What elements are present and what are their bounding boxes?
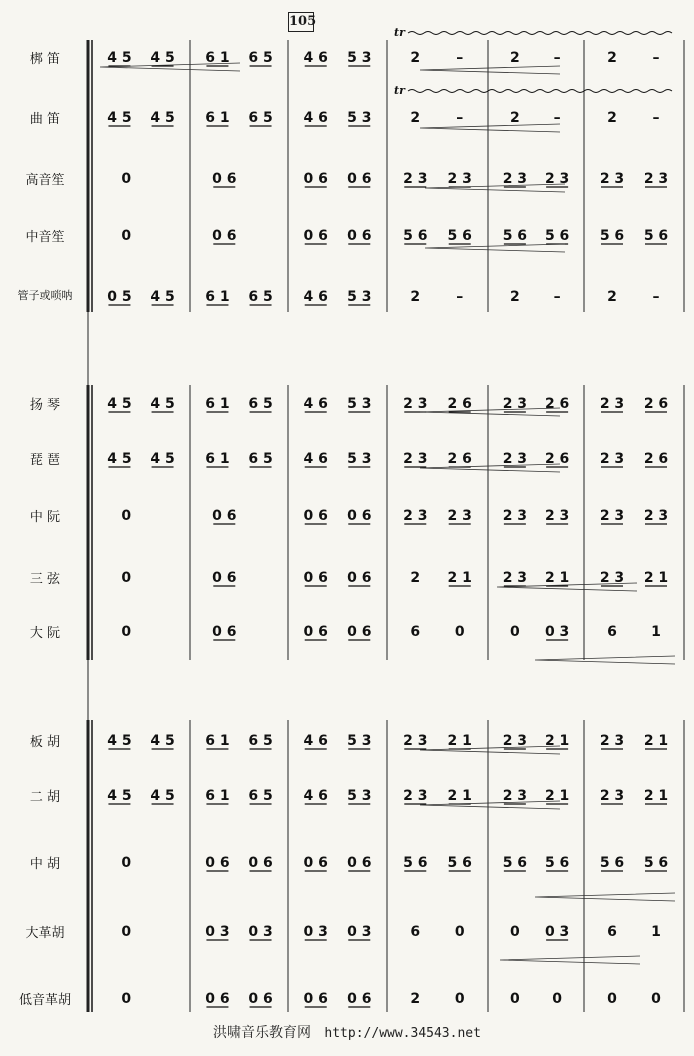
note-group: 5 3 bbox=[347, 50, 372, 66]
note-group: 0 6 bbox=[303, 570, 328, 586]
note-group: 0 bbox=[121, 855, 132, 871]
note-group: 2 bbox=[410, 110, 421, 126]
note-group: 5 6 bbox=[599, 855, 625, 871]
note-group: 4 5 bbox=[107, 50, 132, 66]
note-group: 0 6 bbox=[212, 171, 237, 187]
footer bbox=[0, 1022, 694, 1042]
note-group: 6 5 bbox=[248, 289, 273, 305]
note-group: 4 5 bbox=[150, 396, 175, 412]
note-group: 6 bbox=[410, 624, 421, 640]
note-group: 5 6 bbox=[502, 855, 528, 871]
note-group: 4 6 bbox=[303, 50, 328, 66]
note-group: 6 1 bbox=[205, 396, 230, 412]
note-group: 0 3 bbox=[205, 924, 230, 940]
note-group: 0 6 bbox=[212, 624, 237, 640]
note-group: 0 6 bbox=[303, 171, 328, 187]
note-group: 0 6 bbox=[347, 855, 372, 871]
note-group: 6 bbox=[410, 924, 421, 940]
note-group: 2 bbox=[607, 50, 617, 66]
note-group: – bbox=[456, 110, 464, 126]
note-group: 0 6 bbox=[347, 228, 372, 244]
note-group: 0 bbox=[510, 624, 520, 640]
note-group: 2 1 bbox=[544, 788, 570, 804]
note-group: 2 1 bbox=[447, 570, 472, 586]
instrument-name: 板 胡 bbox=[29, 735, 61, 750]
note-group: 0 bbox=[510, 991, 520, 1007]
hairpin bbox=[420, 801, 560, 809]
hairpin bbox=[535, 893, 675, 901]
note-group: 5 6 bbox=[447, 855, 472, 871]
note-group: 2 3 bbox=[502, 733, 528, 749]
note-group: 0 6 bbox=[303, 508, 328, 524]
hairpin bbox=[420, 408, 560, 416]
note-group: 2 3 bbox=[599, 508, 625, 524]
note-group: 2 3 bbox=[599, 396, 625, 412]
note-group: 0 6 bbox=[347, 991, 372, 1007]
note-group: 0 bbox=[121, 624, 132, 640]
note-group: 0 6 bbox=[303, 228, 328, 244]
note-group: 5 3 bbox=[347, 788, 372, 804]
note-group: 2 3 bbox=[403, 451, 428, 467]
note-group: 2 1 bbox=[447, 733, 472, 749]
note-group: 2 3 bbox=[403, 733, 428, 749]
note-group: 0 6 bbox=[248, 991, 273, 1007]
note-group: 5 6 bbox=[502, 228, 528, 244]
note-group: 0 5 bbox=[107, 289, 132, 305]
note-group: 6 5 bbox=[248, 451, 273, 467]
note-group: 0 bbox=[454, 991, 465, 1007]
note-group: 4 6 bbox=[303, 788, 328, 804]
note-group: 2 6 bbox=[544, 396, 570, 412]
note-group: – bbox=[456, 289, 464, 305]
note-group: 2 3 bbox=[599, 788, 625, 804]
note-group: 5 6 bbox=[643, 855, 669, 871]
hairpin bbox=[420, 746, 560, 754]
note-group: 2 1 bbox=[643, 570, 669, 586]
note-group: 4 5 bbox=[150, 451, 175, 467]
note-group: 0 6 bbox=[303, 624, 328, 640]
note-group: 0 bbox=[510, 924, 520, 940]
note-group: 0 6 bbox=[205, 855, 230, 871]
note-group: 6 1 bbox=[205, 733, 230, 749]
note-group: 0 3 bbox=[544, 924, 570, 940]
note-group: 6 1 bbox=[205, 788, 230, 804]
note-group: 5 3 bbox=[347, 110, 372, 126]
note-group: 6 5 bbox=[248, 396, 273, 412]
hairpin bbox=[420, 66, 560, 74]
note-group: 0 bbox=[607, 991, 617, 1007]
hairpin bbox=[425, 244, 565, 252]
note-group: 4 5 bbox=[107, 396, 132, 412]
instrument-name: 大 阮 bbox=[29, 626, 61, 641]
instrument-name: 曲 笛 bbox=[29, 112, 61, 127]
note-group: 2 bbox=[410, 289, 421, 305]
note-group: 5 3 bbox=[347, 451, 372, 467]
note-group: 0 3 bbox=[303, 924, 328, 940]
note-group: 2 bbox=[410, 50, 421, 66]
note-group: 2 1 bbox=[544, 570, 570, 586]
note-group: 6 5 bbox=[248, 110, 273, 126]
hairpin bbox=[420, 464, 560, 472]
note-group: 2 3 bbox=[599, 451, 625, 467]
note-group: 4 5 bbox=[107, 733, 132, 749]
note-group: 4 5 bbox=[150, 110, 175, 126]
note-group: 0 6 bbox=[347, 624, 372, 640]
note-group: 2 bbox=[410, 991, 421, 1007]
trill-line bbox=[408, 90, 672, 93]
note-group: 2 3 bbox=[502, 570, 528, 586]
instrument-name: 扬 琴 bbox=[29, 398, 61, 413]
note-group: – bbox=[456, 50, 464, 66]
note-group: 0 6 bbox=[212, 570, 237, 586]
note-group: 0 6 bbox=[212, 508, 237, 524]
note-group: 0 6 bbox=[248, 855, 273, 871]
trill-mark: tr bbox=[394, 84, 405, 97]
note-group: 0 6 bbox=[303, 855, 328, 871]
note-group: 0 bbox=[121, 924, 132, 940]
instrument-name: 低音革胡 bbox=[18, 993, 71, 1008]
trill-line bbox=[408, 32, 672, 35]
note-group: 2 3 bbox=[599, 733, 625, 749]
note-group: 2 bbox=[510, 289, 520, 305]
note-group: – bbox=[652, 50, 660, 66]
instrument-name: 三 弦 bbox=[29, 572, 61, 587]
note-group: 2 6 bbox=[643, 396, 669, 412]
note-group: 2 3 bbox=[599, 570, 625, 586]
note-group: 2 3 bbox=[447, 508, 472, 524]
footer-site-name: 洪啸音乐教育网 bbox=[213, 1025, 312, 1041]
note-group: 2 3 bbox=[403, 171, 428, 187]
note-group: 4 5 bbox=[107, 110, 132, 126]
note-group: 0 6 bbox=[205, 991, 230, 1007]
hairpin bbox=[420, 124, 560, 132]
note-group: 2 3 bbox=[502, 396, 528, 412]
note-group: 5 3 bbox=[347, 396, 372, 412]
note-group: 4 5 bbox=[150, 733, 175, 749]
note-group: 5 3 bbox=[347, 733, 372, 749]
note-group: – bbox=[553, 289, 561, 305]
note-group: 2 3 bbox=[447, 171, 472, 187]
note-group: 4 5 bbox=[150, 788, 175, 804]
note-group: 6 bbox=[607, 624, 617, 640]
note-group: 5 6 bbox=[544, 855, 570, 871]
instrument-name: 中音笙 bbox=[25, 230, 65, 245]
note-group: 0 bbox=[121, 228, 132, 244]
note-group: – bbox=[652, 110, 660, 126]
note-group: 5 6 bbox=[447, 228, 472, 244]
note-group: 2 1 bbox=[643, 733, 669, 749]
note-group: 4 6 bbox=[303, 733, 328, 749]
trill-mark: tr bbox=[394, 26, 405, 39]
note-group: 5 6 bbox=[403, 228, 428, 244]
note-group: 2 1 bbox=[447, 788, 472, 804]
note-group: 0 6 bbox=[347, 508, 372, 524]
note-group: 2 3 bbox=[643, 171, 669, 187]
note-group: 0 bbox=[552, 991, 562, 1007]
note-group: 6 bbox=[607, 924, 617, 940]
note-group: 4 5 bbox=[107, 788, 132, 804]
instrument-name: 中 阮 bbox=[29, 510, 61, 525]
note-group: – bbox=[553, 110, 561, 126]
note-group: 0 bbox=[454, 624, 465, 640]
hairpin bbox=[535, 656, 675, 664]
note-group: – bbox=[652, 289, 660, 305]
instrument-name: 琵 琶 bbox=[29, 453, 61, 468]
note-group: 2 6 bbox=[447, 451, 472, 467]
note-group: 0 bbox=[121, 508, 132, 524]
note-group: 2 1 bbox=[544, 733, 570, 749]
note-group: 0 3 bbox=[248, 924, 273, 940]
note-group: 0 bbox=[121, 171, 132, 187]
note-group: 0 3 bbox=[544, 624, 570, 640]
note-group: 2 bbox=[510, 110, 520, 126]
note-group: 2 6 bbox=[643, 451, 669, 467]
note-group: 6 5 bbox=[248, 788, 273, 804]
note-group: 0 bbox=[121, 570, 132, 586]
note-group: 2 bbox=[410, 570, 421, 586]
note-group: 4 5 bbox=[150, 289, 175, 305]
note-group: 4 6 bbox=[303, 396, 328, 412]
note-group: 4 5 bbox=[150, 50, 175, 66]
note-group: 6 5 bbox=[248, 50, 273, 66]
note-group: 2 3 bbox=[599, 171, 625, 187]
note-group: 0 6 bbox=[303, 991, 328, 1007]
footer-url: http://www.34543.net bbox=[324, 1026, 481, 1041]
note-group: 2 3 bbox=[502, 451, 528, 467]
instrument-name: 梆 笛 bbox=[29, 52, 61, 67]
note-group: 6 1 bbox=[205, 289, 230, 305]
note-group: 2 bbox=[607, 289, 617, 305]
note-group: 0 6 bbox=[347, 171, 372, 187]
note-group: 6 1 bbox=[205, 451, 230, 467]
note-group: 0 bbox=[454, 924, 465, 940]
note-group: 6 5 bbox=[248, 733, 273, 749]
note-group: 2 bbox=[510, 50, 520, 66]
note-group: 2 3 bbox=[502, 788, 528, 804]
note-group: 0 3 bbox=[347, 924, 372, 940]
rehearsal-mark: 105 bbox=[288, 12, 314, 32]
instrument-name: 管子或唢呐 bbox=[17, 289, 73, 302]
note-group: 5 6 bbox=[643, 228, 669, 244]
note-group: 2 3 bbox=[502, 508, 528, 524]
note-group: 5 6 bbox=[544, 228, 570, 244]
note-group: 2 3 bbox=[544, 508, 570, 524]
instrument-name: 大革胡 bbox=[25, 926, 65, 941]
note-group: 4 6 bbox=[303, 451, 328, 467]
note-group: 4 6 bbox=[303, 289, 328, 305]
note-group: 2 3 bbox=[403, 508, 428, 524]
note-group: 2 3 bbox=[544, 171, 570, 187]
note-group: 6 1 bbox=[205, 110, 230, 126]
note-group: 0 bbox=[651, 991, 661, 1007]
instrument-name: 中 胡 bbox=[29, 857, 61, 872]
hairpin bbox=[500, 956, 640, 964]
note-group: 2 3 bbox=[502, 171, 528, 187]
note-group: 2 3 bbox=[403, 788, 428, 804]
note-group: 0 bbox=[121, 991, 132, 1007]
note-group: 4 5 bbox=[107, 451, 132, 467]
note-group: 4 6 bbox=[303, 110, 328, 126]
note-group: 5 6 bbox=[403, 855, 428, 871]
note-group: 6 1 bbox=[205, 50, 230, 66]
note-group: 2 1 bbox=[643, 788, 669, 804]
instrument-name: 高音笙 bbox=[25, 173, 65, 188]
note-group: – bbox=[553, 50, 561, 66]
note-group: 1 bbox=[651, 624, 661, 640]
note-group: 1 bbox=[651, 924, 661, 940]
note-group: 0 6 bbox=[347, 570, 372, 586]
note-group: 2 6 bbox=[544, 451, 570, 467]
note-group: 2 3 bbox=[403, 396, 428, 412]
note-group: 2 3 bbox=[643, 508, 669, 524]
note-group: 5 3 bbox=[347, 289, 372, 305]
note-group: 2 bbox=[607, 110, 617, 126]
note-group: 2 6 bbox=[447, 396, 472, 412]
instrument-name: 二 胡 bbox=[29, 790, 61, 805]
note-group: 5 6 bbox=[599, 228, 625, 244]
note-group: 0 6 bbox=[212, 228, 237, 244]
